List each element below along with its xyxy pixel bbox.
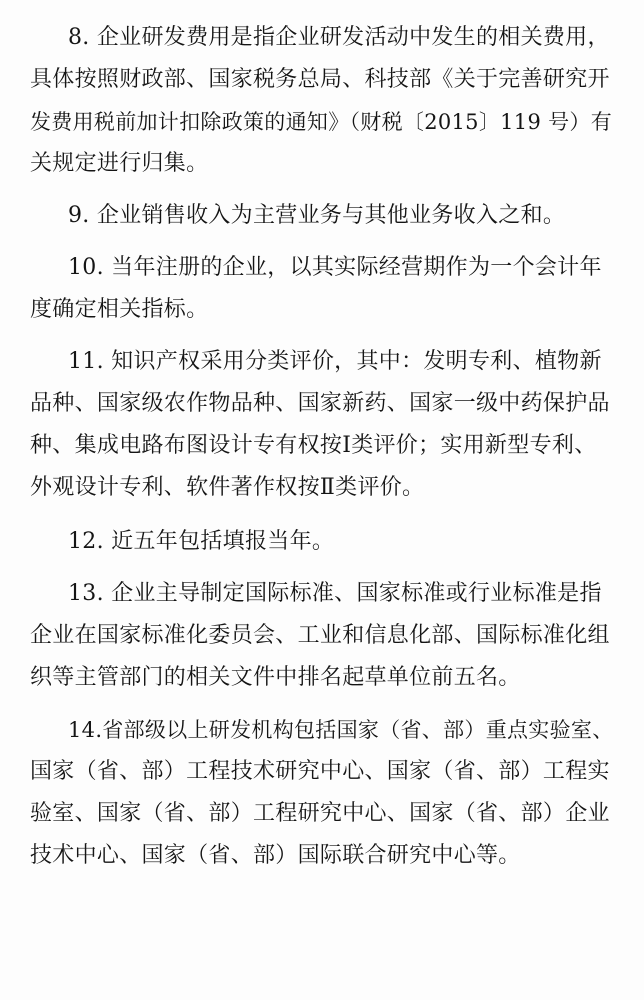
item-12-line-1: 12. 近五年包括填报当年。 <box>68 529 335 554</box>
item-10-line-2: 度确定相关指标。 <box>30 297 209 322</box>
item-9-line-1: 9. 企业销售收入为主营业务与其他业务收入之和。 <box>68 203 566 228</box>
item-14-line-2: 国家（省、部）工程技术研究中心、国家（省、部）工程实 <box>30 759 610 784</box>
item-10-line-1: 10. 当年注册的企业，以其实际经营期作为一个会计年 <box>68 255 602 280</box>
item-13-line-1: 13. 企业主导制定国际标准、国家标准或行业标准是指 <box>68 581 602 606</box>
item-8-line-1: 8. 企业研发费用是指企业研发活动中发生的相关费用， <box>68 25 610 50</box>
item-8-line-3: 发费用税前加计扣除政策的通知》（财税〔2015〕119 号）有 <box>30 110 612 134</box>
item-8-line-4: 关规定进行归集。 <box>30 151 209 176</box>
item-11-line-3: 种、集成电路布图设计专有权按Ⅰ类评价；实用新型专利、 <box>30 433 597 458</box>
item-11-line-1: 11. 知识产权采用分类评价，其中：发明专利、植物新 <box>68 349 602 374</box>
item-8-line-2: 具体按照财政部、国家税务总局、科技部《关于完善研究开 <box>30 67 610 92</box>
item-11-line-2: 品种、国家级农作物品种、国家新药、国家一级中药保护品 <box>30 391 610 416</box>
item-14-line-1: 14.省部级以上研发机构包括国家（省、部）重点实验室、 <box>68 718 614 742</box>
item-13-line-3: 织等主管部门的相关文件中排名起草单位前五名。 <box>30 665 521 690</box>
item-14-line-3: 验室、国家（省、部）工程研究中心、国家（省、部）企业 <box>30 801 610 826</box>
item-11-line-4: 外观设计专利、软件著作权按Ⅱ类评价。 <box>30 475 425 500</box>
item-13-line-2: 企业在国家标准化委员会、工业和信息化部、国际标准化组 <box>30 623 610 648</box>
item-14-line-4: 技术中心、国家（省、部）国际联合研究中心等。 <box>30 843 521 868</box>
